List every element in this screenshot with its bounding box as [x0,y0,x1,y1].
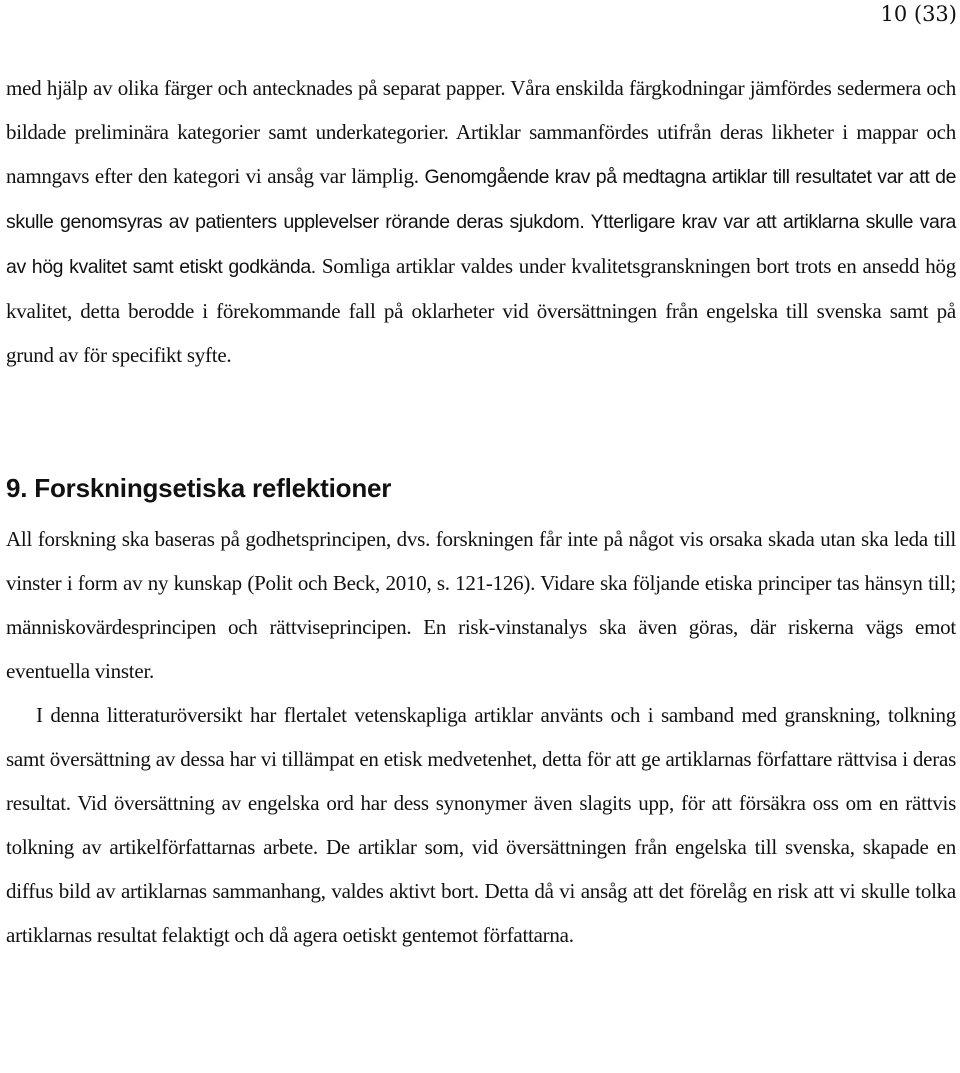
paragraph-text-3: Somliga artiklar valdes under kvalitetsgranskningen bort trots en ansedd hög kvalitet, detta berodde i förekommande fall på oklarheter vid översättningen från engelska till svenska samt på grund av för specifikt syfte. [6,254,957,367]
paragraph-text-2: Genomgående krav på medtagna artiklar till resultatet var att de skulle genomsyras av patienters upplevelser rörande deras sjukdom. Ytterligare krav var att artiklarna skulle vara av hög kvalitet samt etiskt godkända. [6,166,957,278]
ethics-section [6,517,956,957]
ethics-paragraph-2: I denna litteraturöversikt har flertalet vetenskapliga artiklar använts och i samband med granskning, tolkning samt översättning av dessa har vi tillämpat en etisk medvetenhet, detta för att ge artiklarnas författare rättvisa i deras resultat. Vid översättning av engelska ord har dess synonymer även slagits upp, för att försäkra oss om en rättvis tolkning av artikelförfattarnas arbete. De artiklar som, vid översättningen från engelska till svenska, skapade en diffus bild av artiklarnas sammanhang, valdes aktivt bort. Detta då vi ansåg att det förelåg en risk att vi skulle tolka artiklarnas resultat felaktigt och då agera oetiskt gentemot författarna. [6,703,956,947]
section-heading: 9. Forskningsetiska reflektioner [6,473,392,503]
body-paragraph [6,66,956,377]
page-number: 10 (33) [880,2,957,26]
ethics-paragraph-1: All forskning ska baseras på godhetsprincipen, dvs. forskningen får inte på något vis orsaka skada utan ska leda till vinster i form av ny kunskap (Polit och Beck, 2010, s. 121-126). Vidare ska följande etiska principer tas hänsyn till; människovärdesprincipen och rättviseprincipen. En risk-vinstanalys ska även göras, där riskerna vägs emot eventuella vinster. [6,527,956,683]
paragraph-text-1: med hjälp av olika färger och antecknades på separat papper. Våra enskilda färgkodningar jämfördes sedermera och bildade preliminära kategorier samt underkategorier. Artiklar sammanfördes utifrån deras likheter i mappar och namngavs efter den kategori vi ansåg var lämplig. [6,76,956,188]
method-section [6,66,956,377]
